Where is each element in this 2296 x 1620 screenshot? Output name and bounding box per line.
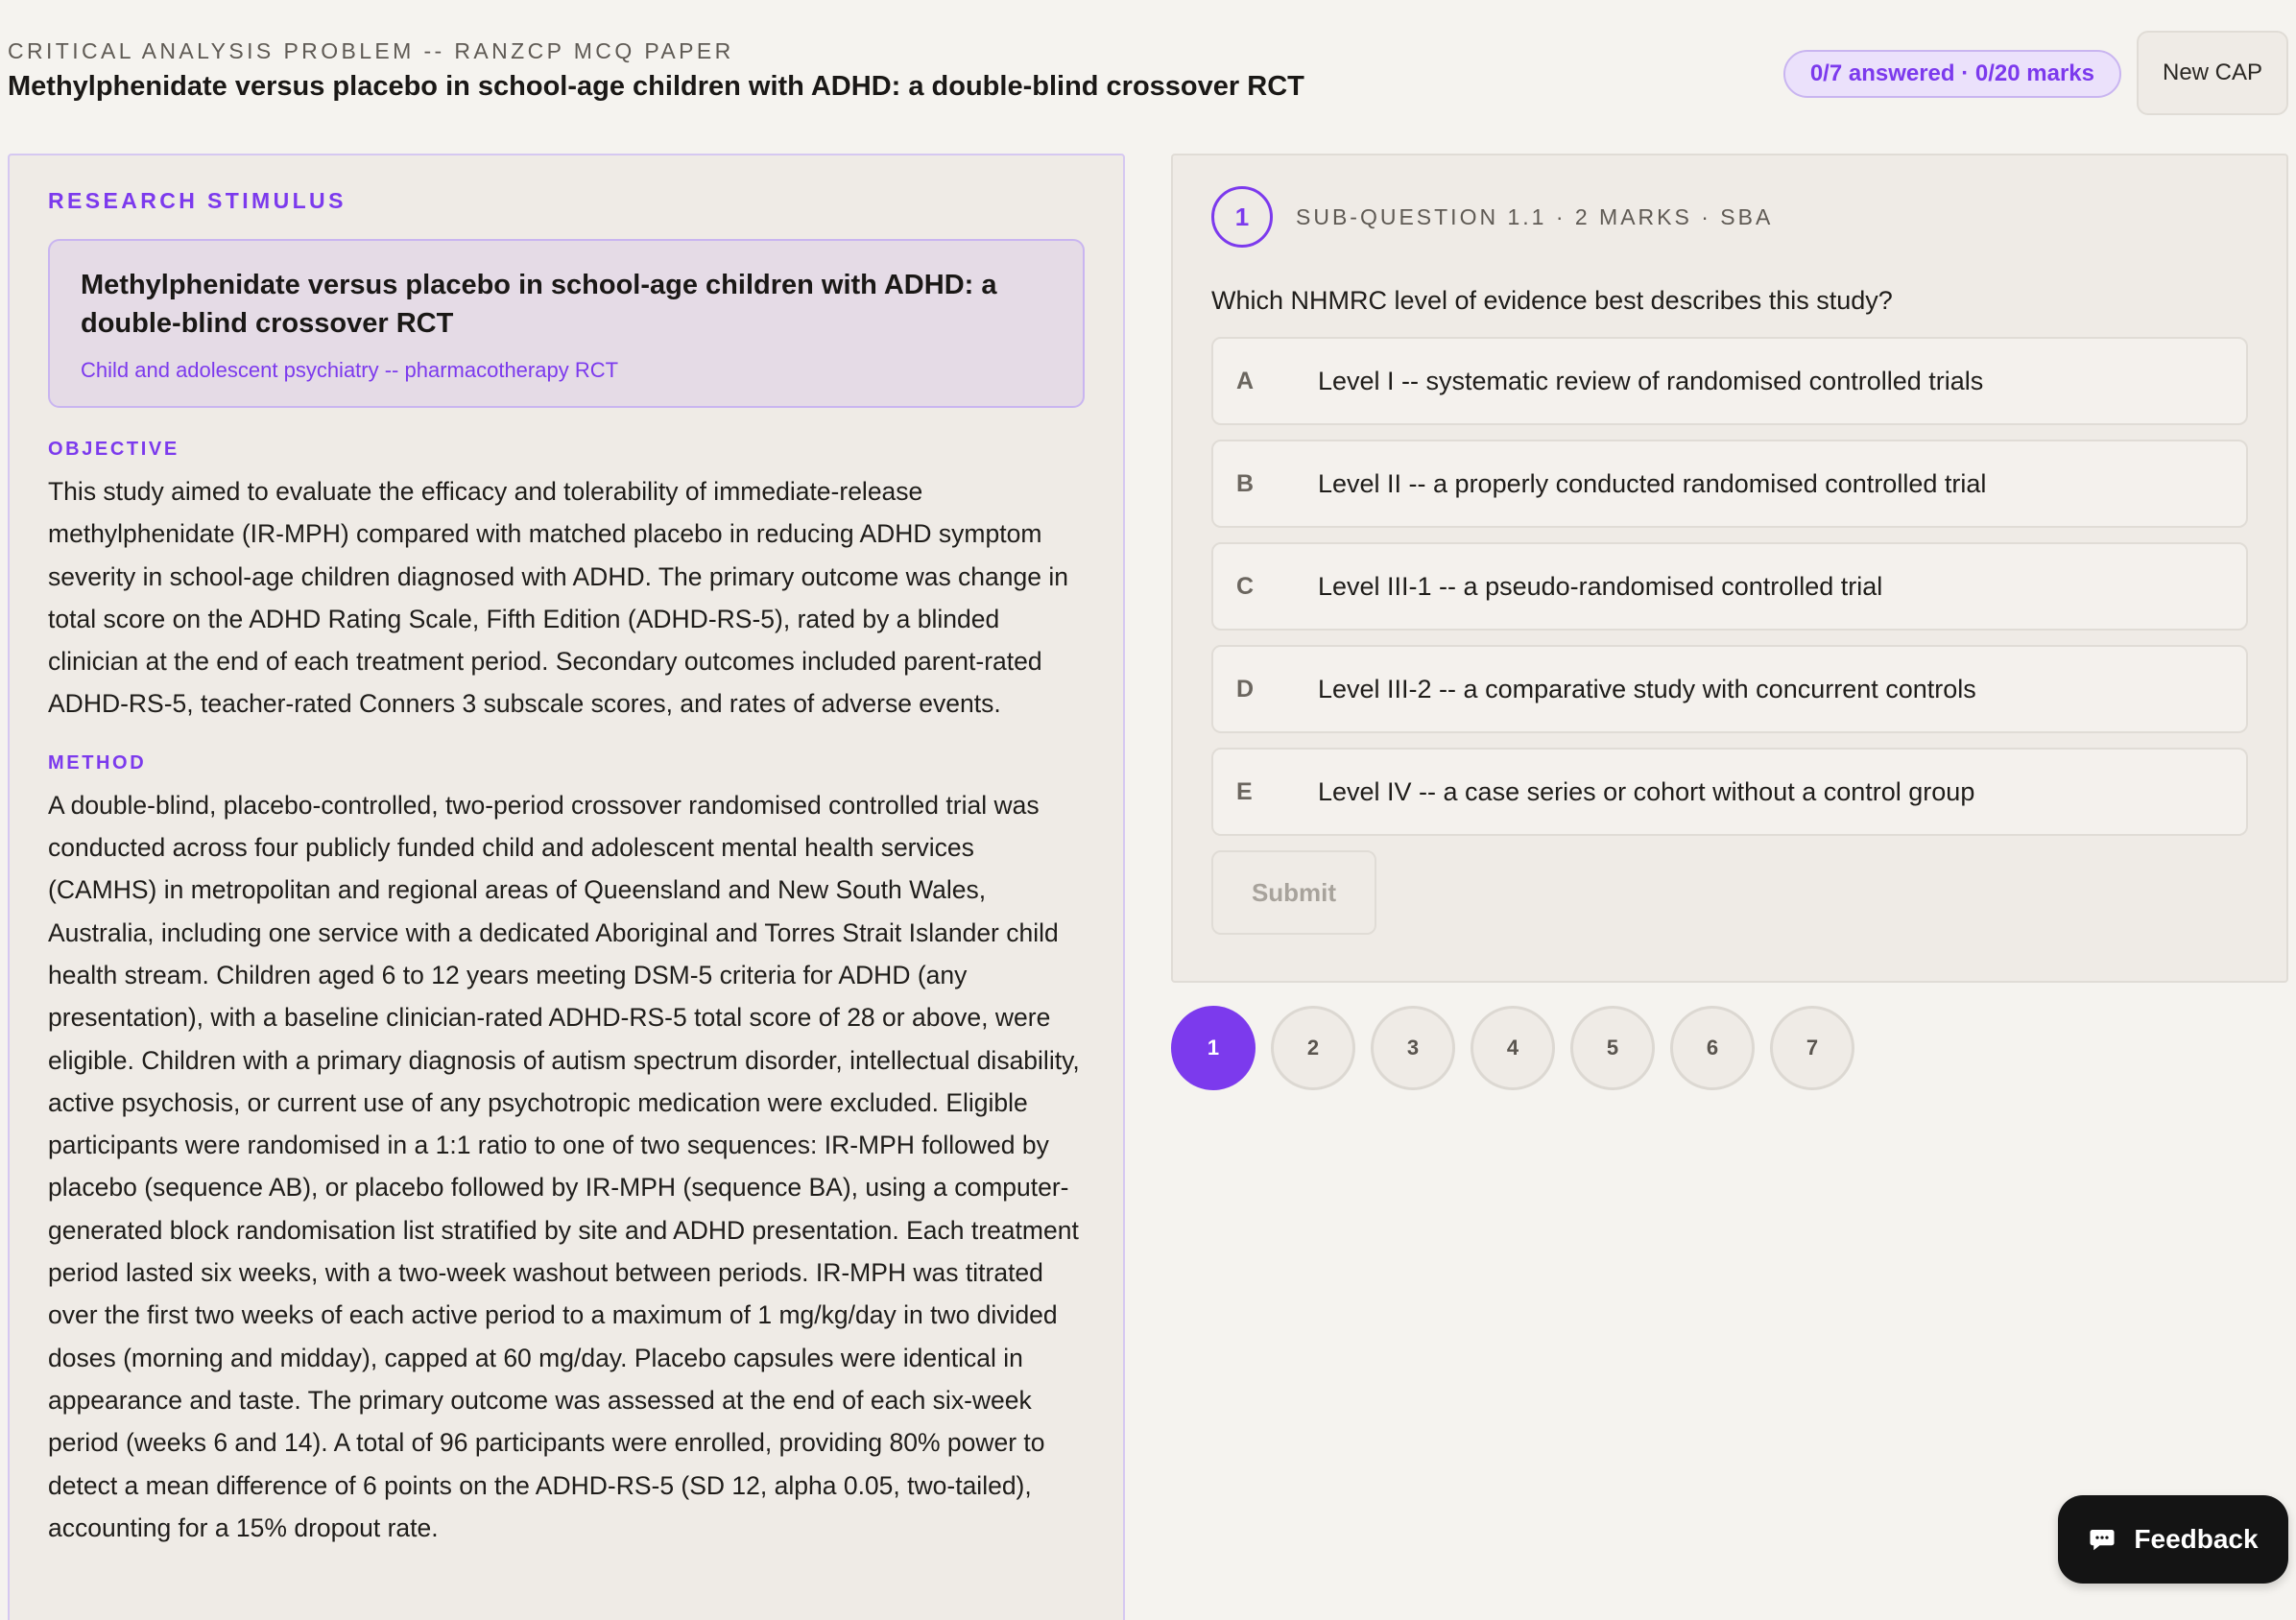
nav-question-3[interactable]: 3 (1371, 1006, 1455, 1090)
nav-question-7[interactable]: 7 (1770, 1006, 1854, 1090)
nav-question-6[interactable]: 6 (1670, 1006, 1755, 1090)
option-text: Level I -- systematic review of randomised controlled trials (1318, 366, 1984, 395)
new-cap-button[interactable]: New CAP (2137, 31, 2288, 115)
option-text: Level II -- a properly conducted randomised controlled trial (1318, 468, 1987, 498)
research-stimulus-panel[interactable] (8, 154, 1125, 1620)
option-c[interactable] (1211, 542, 2248, 631)
nav-question-4[interactable]: 4 (1471, 1006, 1555, 1090)
stimulus-section-label: RESEARCH STIMULUS (48, 188, 347, 213)
study-card (48, 239, 1085, 408)
question-header (1211, 186, 2248, 248)
option-b[interactable] (1211, 440, 2248, 528)
objective-heading: OBJECTIVE (48, 439, 179, 460)
option-text: Level III-1 -- a pseudo-randomised controlled trial (1318, 571, 1883, 601)
page-title: Methylphenidate versus placebo in school-age children with ADHD: a double-blind crossover RCT (8, 71, 1304, 102)
submit-button[interactable]: Submit (1211, 850, 1376, 935)
question-navigator (1171, 1006, 1870, 1090)
option-letter: E (1236, 777, 1253, 805)
question-meta: SUB-QUESTION 1.1 · 2 MARKS · SBA (1296, 203, 1774, 229)
nav-question-1[interactable]: 1 (1171, 1006, 1256, 1090)
question-card (1171, 154, 2288, 983)
nav-question-2[interactable]: 2 (1271, 1006, 1355, 1090)
method-text: A double-blind, placebo-controlled, two-period crossover randomised controlled trial was conducted across four publicly funded child and adolescent mental health services (CAMHS) in metropolitan and regional areas of Queensland and New South Wales, Australia, including one service with a dedicated Aboriginal and Torres Strait Islander child health stream. Children aged 6 to 12 years meeting DSM-5 criteria for ADHD (any presentation), with a baseline clinician-rated ADHD-RS-5 total score of 28 or above, were eligible. Children with a primary diagnosis of autism spectrum disorder, intellectual disability, active psychosis, or current use of any psychotropic medication were excluded. Eligible participants were randomised in a 1:1 ratio to one of two sequences: IR-MPH followed by placebo (sequence AB), or placebo followed by IR-MPH (sequence BA), using a computer-generated block randomisation list stratified by site and ADHD presentation. Each treatment period lasted six weeks, with a two-week washout between periods. IR-MPH was titrated over the first two weeks of each active period to a maximum of 1 mg/kg/day in two divided doses (morning and midday), capped at 60 mg/day. Placebo capsules were identical in appearance and taste. The primary outcome was assessed at the end of each six-week period (weeks 6 and 14). A total of 96 participants were enrolled, providing 80% power to detect a mean difference of 6 points on the ADHD-RS-5 (SD 12, alpha 0.05, two-tailed), accounting for a 15% dropout rate. (48, 790, 1080, 1542)
chat-bubble-icon (2088, 1525, 2117, 1554)
feedback-button[interactable] (2058, 1495, 2288, 1584)
objective-text: This study aimed to evaluate the efficacy and tolerability of immediate-release methylphenidate (IR-MPH) compared with matched placebo in reducing ADHD symptom severity in school-age children diagnosed with ADHD. The primary outcome was change in total score on the ADHD Rating Scale, Fifth Edition (ADHD-RS-5), rated by a blinded clinician at the end of each treatment period. Secondary outcomes included parent-rated ADHD-RS-5, teacher-rated Conners 3 subscale scores, and rates of adverse events. (48, 477, 1068, 719)
question-number-badge: 1 (1211, 186, 1273, 248)
option-letter: B (1236, 469, 1255, 497)
answer-options (1211, 337, 2248, 836)
paper-eyebrow: CRITICAL ANALYSIS PROBLEM -- RANZCP MCQ PAPER (8, 38, 734, 63)
question-stem: Which NHMRC level of evidence best describes this study? (1211, 286, 1893, 315)
page-header (0, 0, 2296, 144)
feedback-label: Feedback (2134, 1524, 2259, 1554)
progress-badge: 0/7 answered · 0/20 marks (1783, 50, 2121, 98)
study-subtitle: Child and adolescent psychiatry -- pharmacotherapy RCT (81, 358, 619, 382)
nav-question-5[interactable]: 5 (1570, 1006, 1655, 1090)
option-text: Level IV -- a case series or cohort without a control group (1318, 776, 1975, 806)
option-text: Level III-2 -- a comparative study with concurrent controls (1318, 674, 1976, 703)
option-letter: C (1236, 572, 1255, 600)
option-letter: D (1236, 675, 1255, 703)
option-e[interactable] (1211, 748, 2248, 836)
option-a[interactable] (1211, 337, 2248, 425)
option-d[interactable] (1211, 645, 2248, 733)
study-title: Methylphenidate versus placebo in school-age children with ADHD: a double-blind crossover RCT (81, 270, 997, 339)
method-heading: METHOD (48, 751, 147, 774)
option-letter: A (1236, 367, 1255, 394)
